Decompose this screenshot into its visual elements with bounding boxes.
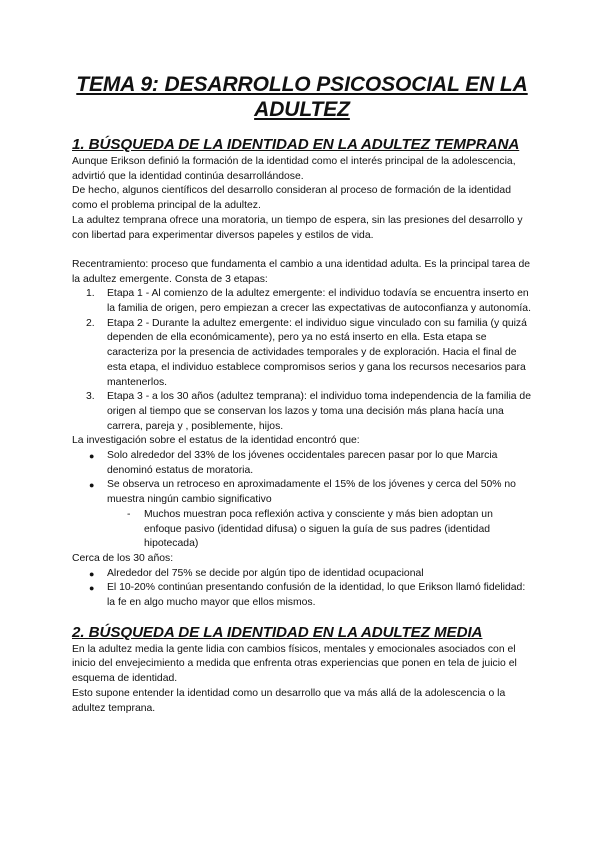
bullet-icon: ● [89, 451, 95, 462]
paragraph: En la adultez media la gente lidia con cambios físicos, mentales y emocionales asociados con el inicio del envejecimiento a medida que enfrenta otras experiencias que ponen en tela de juicio el esquema de identidad. [72, 643, 517, 685]
paragraph: Esto supone entender la identidad como un desarrollo que va más allá de la adolescencia o la adultez temprana. [72, 687, 506, 714]
list-number: 2. [86, 317, 95, 329]
list-item [72, 449, 532, 478]
list-item-text: Etapa 1 - Al comienzo de la adultez emergente: el individuo todavía se encuentra inserto en la familia de origen, pero empiezan a crecer las expectativas de autoconfianza y autonomía. [107, 288, 531, 315]
list-number: 3. [86, 391, 95, 403]
document-page [72, 72, 532, 716]
bullet-icon: ● [89, 583, 95, 594]
dash-icon: - [127, 508, 131, 520]
stages-list [72, 287, 532, 434]
list-item [72, 478, 532, 507]
bullet-icon: ● [89, 568, 95, 579]
thirty-intro: Cerca de los 30 años: [72, 552, 174, 564]
list-item-text: Etapa 3 - a los 30 años (adultez temprana): el individuo toma independencia de la familia de origen al tiempo que se conservan los lazos y toma una decisión más plana hacía una carrera, pareja y , posiblemente, hijos. [107, 391, 531, 432]
list-item [72, 567, 532, 582]
sub-list-item [72, 508, 532, 552]
bullet-icon: ● [89, 480, 95, 491]
section-2-heading: 2. BÚSQUEDA DE LA IDENTIDAD EN LA ADULTEZ MEDIA [72, 623, 483, 641]
list-item-text: Solo alrededor del 33% de los jóvenes occidentales parecen pasar por lo que Marcia denominó estatus de moratoria. [107, 450, 498, 476]
paragraph: Aunque Erikson definió la formación de la identidad como el interés principal de la adolescencia, advirtió que la identidad continúa desarrollándose. [72, 156, 516, 182]
list-item-text: Alrededor del 75% se decide por algún tipo de identidad ocupacional [107, 567, 424, 579]
list-item [72, 317, 532, 391]
page-title: TEMA 9: DESARROLLO PSICOSOCIAL EN LA ADULTEZ [76, 73, 528, 121]
list-item [72, 390, 532, 434]
list-item-text: Etapa 2 - Durante la adultez emergente: el individuo sigue vinculado con su familia (y quizá dependen de ella económicamente), pero ya no está inserto en ella. Esta etapa se caracteriza por la presencia de actividades temporales y de exploración. Hacia el final de esta etapa, el individuo establece compromisos serios y gana los recursos necesarios para mantenerlos. [107, 317, 527, 388]
list-item-text: El 10-20% continúan presentando confusión de la identidad, lo que Erikson llamó fidelidad: la fe en algo mucho mayor que ellos mismos. [107, 582, 526, 609]
research-bullet-list [72, 449, 532, 552]
research-intro: La investigación sobre el estatus de la identidad encontró que: [72, 435, 360, 447]
recentramiento-paragraph: Recentramiento: proceso que fundamenta el cambio a una identidad adulta. Es la principal tarea de la adultez emergente. Consta de 3 etapas: [72, 258, 531, 285]
section-1-heading: 1. BÚSQUEDA DE LA IDENTIDAD EN LA ADULTEZ TEMPRANA [72, 136, 520, 153]
list-item [72, 581, 532, 610]
paragraph: La adultez temprana ofrece una moratoria, un tiempo de espera, sin las presiones del desarrollo y con libertad para experimentar diversos papeles y estilos de vida. [72, 214, 523, 241]
spacer [72, 243, 532, 258]
paragraph: De hecho, algunos científicos del desarrollo consideran al proceso de formación de la identidad como el problema principal de la adultez. [72, 185, 511, 212]
list-item [72, 287, 532, 316]
list-item-text: Muchos muestran poca reflexión activa y consciente y más bien adoptan un enfoque pasivo (identidad difusa) o siguen la guía de sus padres (identidad hipotecada) [144, 508, 493, 550]
thirty-bullet-list [72, 567, 532, 611]
list-item-text: Se observa un retroceso en aproximadamente el 15% de los jóvenes y cerca del 50% no muestra ningún cambio significativo [107, 479, 516, 506]
list-number: 1. [86, 288, 95, 300]
